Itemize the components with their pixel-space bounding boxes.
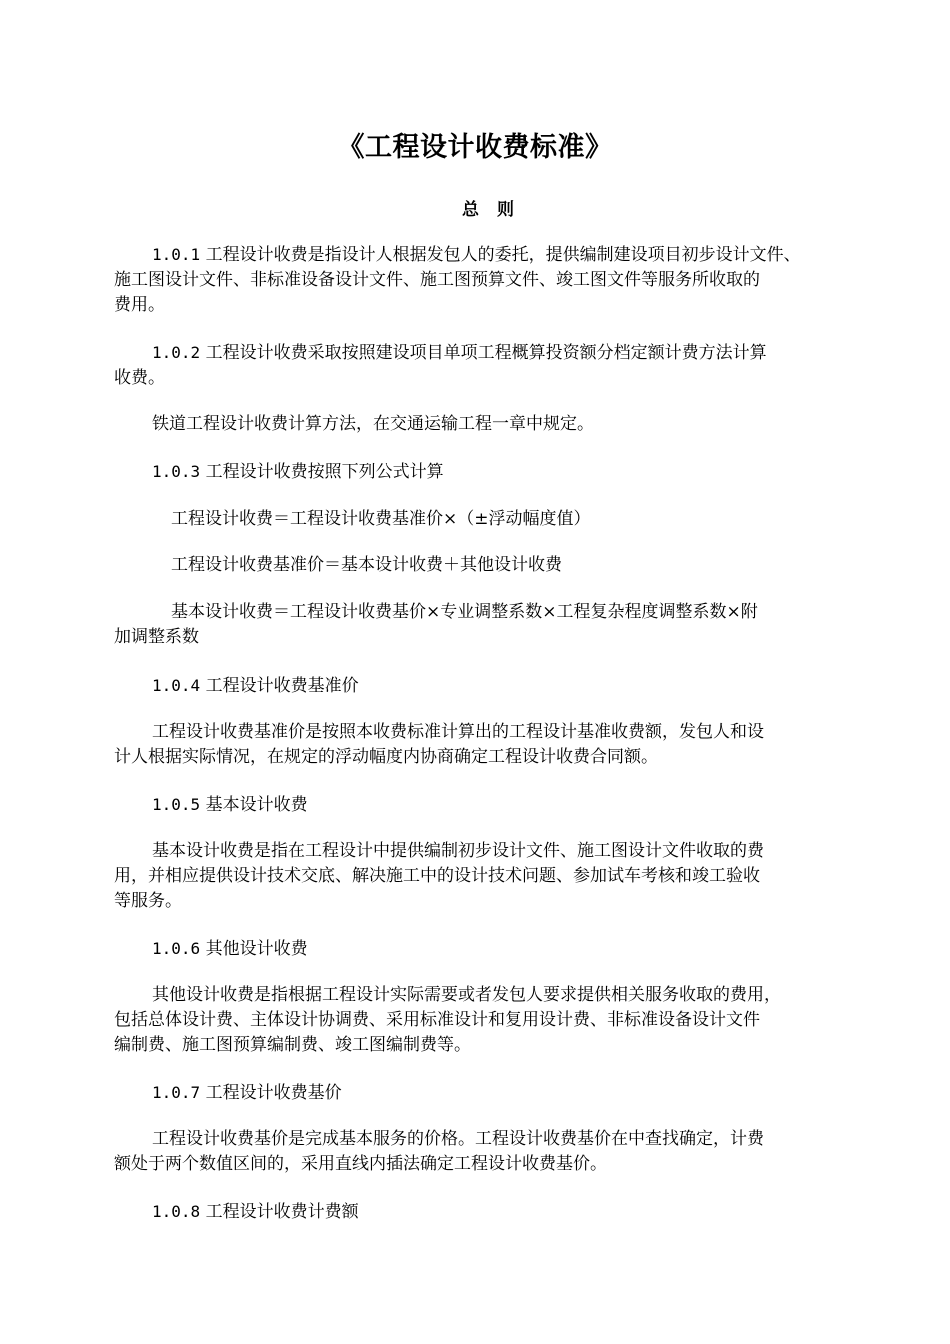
paragraph-line: 铁道工程设计收费计算方法，在交通运输工程一章中规定。	[152, 414, 594, 434]
paragraph-line: 基本设计收费是指在工程设计中提供编制初步设计文件、施工图设计文件收取的费	[152, 841, 764, 861]
paragraph-1-0-3	[114, 459, 874, 485]
paragraph-line: 计人根据实际情况，在规定的浮动幅度内协商确定工程设计收费合同额。	[114, 747, 658, 767]
paragraph-line: 额处于两个数值区间的，采用直线内插法确定工程设计收费基价。	[114, 1154, 607, 1174]
paragraph-base-price	[114, 720, 874, 770]
paragraph-1-0-6	[114, 936, 874, 962]
paragraph-1-0-7	[114, 1080, 874, 1106]
clause-number: 1.0.7	[152, 1083, 201, 1102]
clause-number: 1.0.8	[152, 1202, 201, 1221]
paragraph-line: 基本设计收费	[205, 795, 308, 815]
clause-number: 1.0.2	[152, 343, 201, 362]
paragraph-line: 包括总体设计费、主体设计协调费、采用标准设计和复用设计费、非标准设备设计文件	[114, 1010, 760, 1030]
formula-line: 加调整系数	[114, 627, 199, 647]
formula-3	[114, 600, 874, 650]
clause-number: 1.0.4	[152, 676, 201, 695]
paragraph-line: 费用。	[114, 295, 165, 315]
paragraph-1-0-5	[114, 792, 874, 818]
formula-line: 基本设计收费＝工程设计收费基价×专业调整系数×工程复杂程度调整系数×附	[171, 602, 758, 622]
paragraph-line: 工程设计收费是指设计人根据发包人的委托，提供编制建设项目初步设计文件、	[205, 245, 801, 265]
section-heading: 总 则	[462, 200, 520, 220]
formula-2	[114, 553, 874, 578]
paragraph-line: 施工图设计文件、非标准设备设计文件、施工图预算文件、竣工图文件等服务所收取的	[114, 270, 760, 290]
paragraph-basic-fee	[114, 839, 874, 914]
clause-number: 1.0.5	[152, 795, 201, 814]
paragraph-line: 其他设计收费是指根据工程设计实际需要或者发包人要求提供相关服务收取的费用，	[152, 985, 781, 1005]
paragraph-other-fee	[114, 983, 874, 1058]
paragraph-line: 工程设计收费采取按照建设项目单项工程概算投资额分档定额计费方法计算	[205, 343, 767, 363]
paragraph-line: 工程设计收费按照下列公式计算	[205, 462, 444, 482]
paragraph-line: 工程设计收费基价是完成基本服务的价格。工程设计收费基价在中查找确定，计费	[152, 1129, 764, 1149]
clause-number: 1.0.3	[152, 462, 201, 481]
paragraph-railway-note	[114, 412, 874, 437]
paragraph-line: 工程设计收费基准价是按照本收费标准计算出的工程设计基准收费额，发包人和设	[152, 722, 764, 742]
paragraph-line: 其他设计收费	[205, 939, 308, 959]
paragraph-line: 编制费、施工图预算编制费、竣工图编制费等。	[114, 1035, 471, 1055]
paragraph-line: 工程设计收费基准价	[205, 676, 359, 696]
paragraph-1-0-8	[114, 1199, 874, 1225]
paragraph-1-0-4	[114, 673, 874, 699]
paragraph-line: 用，并相应提供设计技术交底、解决施工中的设计技术问题、参加试车考核和竣工验收	[114, 866, 760, 886]
paragraph-line: 收费。	[114, 368, 165, 388]
clause-number: 1.0.6	[152, 939, 201, 958]
formula-1	[114, 507, 874, 532]
paragraph-fee-base-price	[114, 1127, 874, 1177]
paragraph-line: 工程设计收费基价	[205, 1083, 342, 1103]
paragraph-line: 工程设计收费计费额	[205, 1202, 359, 1222]
document-title: 《工程设计收费标准》	[337, 132, 613, 163]
formula-line: 工程设计收费基准价＝基本设计收费＋其他设计收费	[171, 555, 562, 575]
formula-line: 工程设计收费＝工程设计收费基准价×（±浮动幅度值）	[171, 509, 591, 529]
paragraph-1-0-2	[114, 340, 874, 391]
paragraph-line: 等服务。	[114, 891, 182, 911]
paragraph-1-0-1	[114, 242, 874, 318]
clause-number: 1.0.1	[152, 245, 201, 264]
